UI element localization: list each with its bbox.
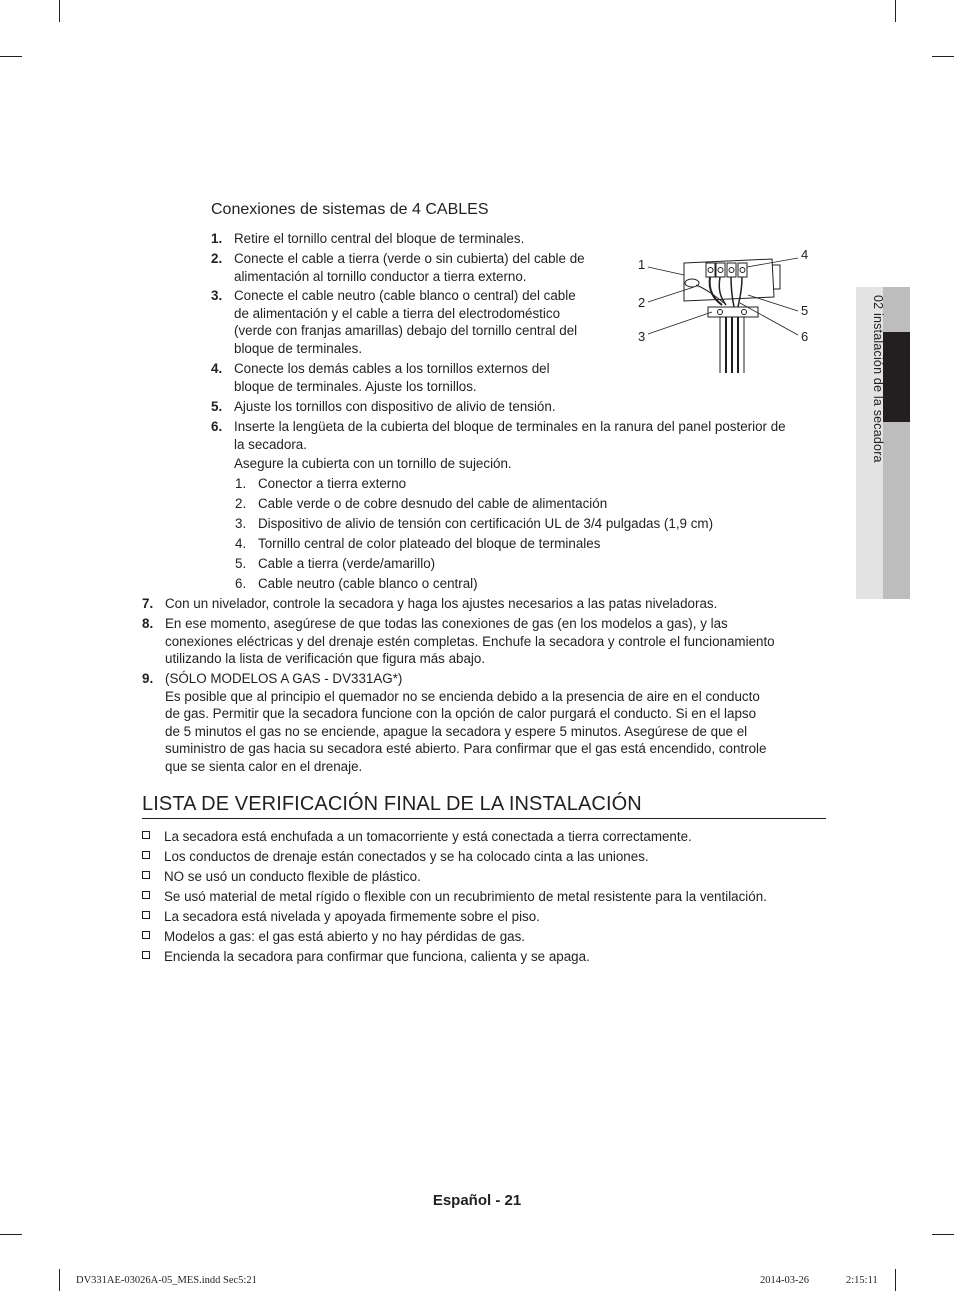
sub-step-text-line: (verde con franjas amarillas) debajo del tornillo central del xyxy=(234,323,578,339)
checkbox-icon xyxy=(142,931,150,939)
checkbox-icon xyxy=(142,851,150,859)
checklist-heading: LISTA DE VERIFICACIÓN FINAL DE LA INSTALACIÓN xyxy=(142,793,826,819)
chapter-tab-label: 02 instalación de la secadora xyxy=(871,295,885,463)
checklist-text: NO se usó un conducto flexible de plástico. xyxy=(164,869,421,884)
legend-text: Cable a tierra (verde/amarillo) xyxy=(258,556,436,571)
checkbox-icon xyxy=(142,891,150,899)
legend-text: Conector a tierra externo xyxy=(258,476,407,491)
callout-2: 2 xyxy=(638,295,646,310)
sub-step-text-line: la secadora. xyxy=(234,436,307,452)
sub-step-number: 6. xyxy=(211,419,223,434)
main-step-text-line: En ese momento, asegúrese de que todas las conexiones de gas (en los modelos a gas), y las xyxy=(165,616,728,631)
section-subtitle: Conexiones de sistemas de 4 CABLES xyxy=(211,201,489,218)
main-step-number: 9. xyxy=(142,671,154,686)
chapter-tab-marker xyxy=(883,332,910,422)
slug-date: 2014-03-26 xyxy=(760,1275,809,1286)
sub-step-text-line: Retire el tornillo central del bloque de terminales. xyxy=(234,231,525,246)
sub-step-number: 4. xyxy=(211,361,223,376)
main-step-text-line: utilizando la lista de verificación que figura más abajo. xyxy=(165,651,486,667)
main-step-text-line: (SÓLO MODELOS A GAS - DV331AG*) xyxy=(165,671,403,686)
main-step-text-line: que se sienta calor en el drenaje. xyxy=(165,759,363,774)
legend-number: 3. xyxy=(235,516,247,531)
checklist-text: La secadora está enchufada a un tomacorriente y está conectada a tierra correctamente. xyxy=(164,829,692,844)
sub-step-text-line: Conecte los demás cables a los tornillos externos del xyxy=(234,361,550,376)
legend-number: 4. xyxy=(235,536,247,551)
sub-step-text-line: bloque de terminales. Ajuste los tornillos. xyxy=(234,378,477,394)
legend-text: Cable verde o de cobre desnudo del cable de alimentación xyxy=(258,496,608,511)
checklist-text: Se usó material de metal rígido o flexible con un recubrimiento de metal resistente para la ventilación. xyxy=(164,889,767,904)
checklist-text: Los conductos de drenaje están conectados y se ha colocado cinta a las uniones. xyxy=(164,849,649,864)
checklist-text: Encienda la secadora para confirmar que funciona, calienta y se apaga. xyxy=(164,949,590,964)
callout-6: 6 xyxy=(801,329,809,344)
callout-1: 1 xyxy=(638,257,646,272)
slug-file: DV331AE-03026A-05_MES.indd Sec5:21 xyxy=(76,1275,257,1286)
legend-number: 1. xyxy=(235,476,247,491)
legend-text: Cable neutro (cable blanco o central) xyxy=(258,576,478,591)
main-step-text-line: Es posible que al principio el quemador no se encienda debido a la presencia de aire en el conducto xyxy=(165,688,760,704)
slug-time: 2:15:11 xyxy=(846,1275,878,1286)
main-step-text-line: conexiones eléctricas y del drenaje estén completas. Enchufe la secadora y controle el funcionamiento xyxy=(165,633,775,649)
sub-step-text-line: Inserte la lengüeta de la cubierta del bloque de terminales en la ranura del panel posterior de xyxy=(234,419,786,434)
checkbox-icon xyxy=(142,951,150,959)
main-step-number: 7. xyxy=(142,596,154,611)
checkbox-icon xyxy=(142,871,150,879)
checkbox-icon xyxy=(142,911,150,919)
legend-number: 5. xyxy=(235,556,247,571)
sub-step-text-line: alimentación al tornillo conductor a tierra externo. xyxy=(234,268,527,284)
callout-4: 4 xyxy=(801,247,809,262)
sub-step-text-line: bloque de terminales. xyxy=(234,340,363,356)
sub-step-6-note: Asegure la cubierta con un tornillo de sujeción. xyxy=(234,456,512,471)
legend-text: Dispositivo de alivio de tensión con certificación UL de 3/4 pulgadas (1,9 cm) xyxy=(258,516,714,531)
sub-step-text-line: Ajuste los tornillos con dispositivo de alivio de tensión. xyxy=(234,399,556,414)
legend-number: 2. xyxy=(235,496,247,511)
sub-step-text-line: Conecte el cable neutro (cable blanco o central) del cable xyxy=(234,288,576,303)
sub-step-text-line: Conecte el cable a tierra (verde o sin cubierta) del cable de xyxy=(234,251,585,266)
main-step-number: 8. xyxy=(142,616,154,631)
main-step-text-line: suministro de gas hacia su secadora esté abierto. Para confirmar que el gas está encendido, controle xyxy=(165,741,767,757)
checkbox-icon xyxy=(142,831,150,839)
legend-number: 6. xyxy=(235,576,247,591)
legend-text: Tornillo central de color plateado del bloque de terminales xyxy=(258,536,601,551)
sub-step-number: 1. xyxy=(211,231,223,246)
main-step-text-line: Con un nivelador, controle la secadora y haga los ajustes necesarios a las patas niveladoras. xyxy=(165,596,718,611)
terminal-block-diagram xyxy=(634,245,814,380)
checklist-text: Modelos a gas: el gas está abierto y no hay pérdidas de gas. xyxy=(164,929,526,944)
checklist-text: La secadora está nivelada y apoyada firmemente sobre el piso. xyxy=(164,909,540,924)
callout-5: 5 xyxy=(801,303,809,318)
main-step-text-line: de gas. Permitir que la secadora funcione con la opción de calor purgará el conducto. Si en el lapso xyxy=(165,706,757,722)
callout-3: 3 xyxy=(638,329,646,344)
main-step-text-line: de 5 minutos el gas no se enciende, apague la secadora y espere 5 minutos. Asegúrese de que el xyxy=(165,723,748,739)
sub-step-number: 2. xyxy=(211,251,223,266)
page-number: Español - 21 xyxy=(432,1192,522,1209)
sub-step-number: 5. xyxy=(211,399,223,414)
sub-step-text-line: de alimentación y el cable a tierra del electrodoméstico xyxy=(234,305,561,321)
sub-step-number: 3. xyxy=(211,288,223,303)
